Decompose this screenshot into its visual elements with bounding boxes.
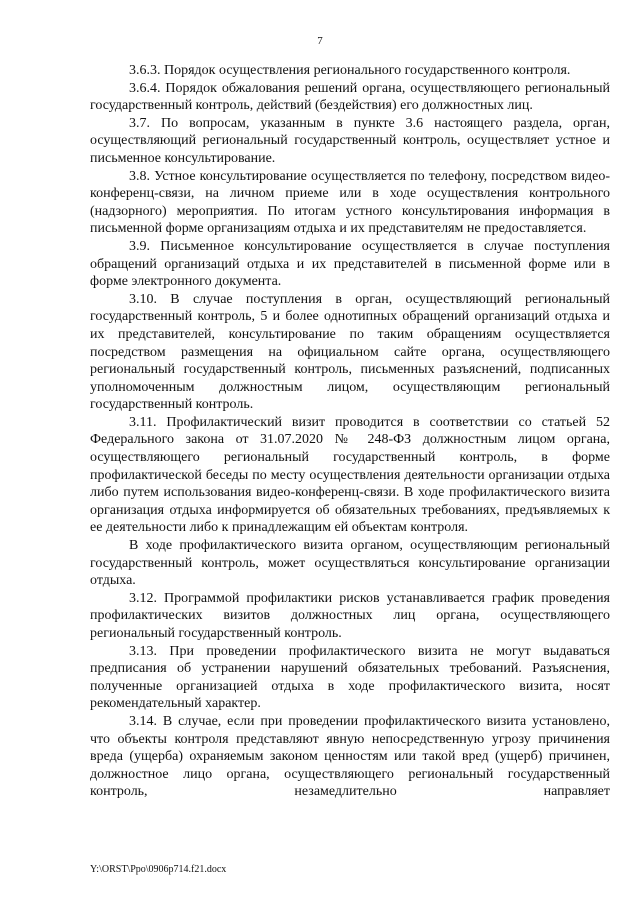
paragraph-3-11: 3.11. Профилактический визит проводится в соответствии со статьей 52 Федерального закона от 31.07.2020 № 248-ФЗ должностным лицом органа, осуществляющего региональный государственный контроль, в форме профилактической беседы по месту осуществления деятельности организации отдыха либо путем использования видео-конференц-связи. В ходе профилактического визита организация отдыха информируется об обязательных требованиях, предъявляемых к ее деятельности либо к принадлежащим ей объектам контроля. [90, 414, 610, 536]
paragraph-3-8: 3.8. Устное консультирование осуществляется по телефону, посредством видео-конференц-связи, на личном приеме или в ходе осуществления контрольного (надзорного) мероприятия. По итогам устного консультирования информация в письменной форме организациям отдыха и их представителям не предоставляется. [90, 168, 610, 237]
footer-file-path: Y:\ORST\Ppo\0906p714.f21.docx [90, 864, 227, 875]
paragraph-3-6-3: 3.6.3. Порядок осуществления регионального государственного контроля. [129, 63, 571, 78]
paragraph-3-6-4: 3.6.4. Порядок обжалования решений органа, осуществляющего региональный государственный контроль, действий (бездействия) его должностных лиц. [90, 80, 610, 114]
paragraph-3-11-continued: В ходе профилактического визита органом, осуществляющим региональный государственный контроль, может осуществляться консультирование организации отдыха. [90, 538, 610, 589]
paragraph-3-9: 3.9. Письменное консультирование осуществляется в случае поступления обращений организаций отдыха и их представителей в письменной форме или в форме электронного документа. [90, 238, 610, 290]
page-number: 7 [317, 35, 323, 47]
paragraph-3-10: 3.10. В случае поступления в орган, осуществляющий региональный государственный контроль, 5 и более однотипных обращений организаций отдыха и их представителей, консультирование по таким обращениям осуществляется посредством размещения на официальном сайте органа, осуществляющего региональный государственный контроль, письменных разъяснений, подписанных уполномоченным должностным лицом, осуществляющим региональный государственный контроль. [90, 291, 610, 413]
paragraph-3-12: 3.12. Программой профилактики рисков устанавливается график проведения профилактических визитов должностных лиц органа, осуществляющего региональный государственный контроль. [90, 590, 610, 641]
paragraph-3-14: 3.14. В случае, если при проведении профилактического визита установлено, что объекты контроля представляют явную непосредственную угрозу причинения вреда (ущерба) охраняемым законом ценностям или такой вред (ущерб) причинен, должностное лицо органа, осуществляющего региональный государственный контроль, незамедлительно направляет [90, 713, 610, 800]
paragraph-3-13: 3.13. При проведении профилактического визита не могут выдаваться предписания об устранении нарушений обязательных требований. Разъяснения, полученные организацией отдыха в ходе профилактического визита, носят рекомендательный характер. [90, 643, 610, 712]
paragraph-3-7: 3.7. По вопросам, указанным в пункте 3.6 настоящего раздела, орган, осуществляющий региональный государственный контроль, осуществляет устное и письменное консультирование. [90, 115, 610, 166]
document-body [90, 62, 610, 801]
